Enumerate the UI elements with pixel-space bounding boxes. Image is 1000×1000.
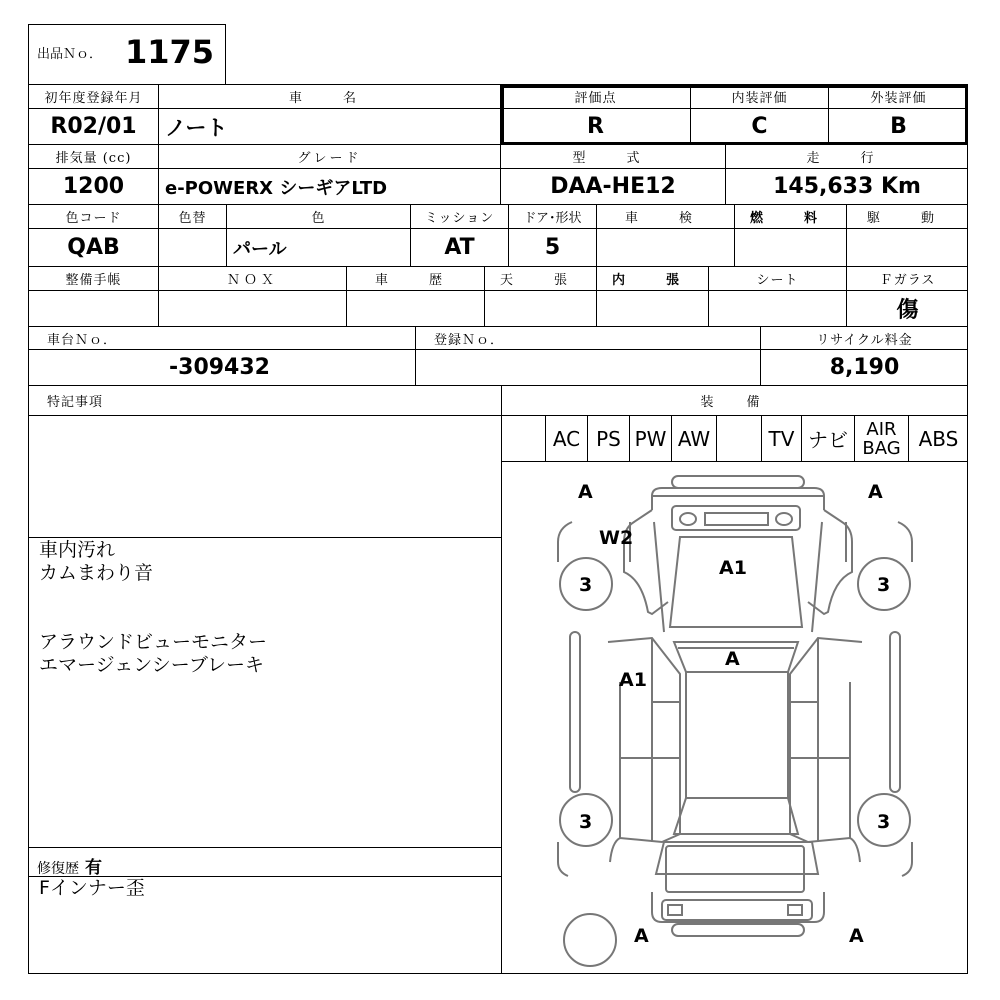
car-diagram xyxy=(502,462,968,974)
grade-value: e-POWERX シーギアLTD xyxy=(159,169,501,205)
score-value: R xyxy=(501,109,691,145)
repair-divider-top xyxy=(29,847,502,848)
lot-label: 出品Ｎｏ． xyxy=(37,47,103,62)
mark-tire-rl: 3 xyxy=(579,811,593,833)
nox-header: ＮＯＸ xyxy=(159,267,347,291)
service-book-header: 整備手帳 xyxy=(29,267,159,291)
recycle-header: リサイクル料金 xyxy=(761,327,968,350)
mission-value: AT xyxy=(411,229,509,267)
f-glass-value: 傷 xyxy=(847,291,968,327)
remark-line: 車内汚れ xyxy=(39,539,116,561)
equipment-tv: TV xyxy=(762,416,802,462)
car-name-header: 車 名 xyxy=(159,85,501,109)
equipment-abs: ABS xyxy=(909,416,968,462)
fuel-header: 燃 料 xyxy=(735,205,847,229)
color-change-header: 色替 xyxy=(159,205,227,229)
mark-rear-right: A xyxy=(849,925,864,947)
mission-header: ミッション xyxy=(411,205,509,229)
model-header: 型 式 xyxy=(501,145,726,169)
fuel-value xyxy=(735,229,847,267)
sunroof-header: 天 張 xyxy=(485,267,597,291)
mark-front-right: A xyxy=(868,481,883,503)
mark-rear-left: A xyxy=(634,925,649,947)
reg-no-header: 登録Ｎｏ． xyxy=(416,327,761,350)
equipment-blank-2 xyxy=(717,416,762,462)
color-code-header: 色コード xyxy=(29,205,159,229)
mark-roof-a: A xyxy=(725,648,740,670)
mark-tire-fr: 3 xyxy=(877,574,891,596)
equipment-airbag: AIR BAG xyxy=(855,416,909,462)
lot-number-box xyxy=(28,24,226,84)
score-header: 評価点 xyxy=(501,85,691,109)
mark-w2: W2 xyxy=(599,527,634,549)
reg-no-value xyxy=(416,350,761,386)
inspection-header: 車 検 xyxy=(597,205,735,229)
repair-text xyxy=(39,877,145,900)
service-book-value xyxy=(29,291,159,327)
model-value: DAA-HE12 xyxy=(501,169,726,205)
recycle-value: 8,190 xyxy=(761,350,968,386)
inspection-value xyxy=(597,229,735,267)
f-glass-header: Ｆガラス xyxy=(847,267,968,291)
remarks-text xyxy=(39,539,267,677)
remark-line xyxy=(39,585,267,608)
mark-a1-hood: A1 xyxy=(719,557,747,579)
displacement-value: 1200 xyxy=(29,169,159,205)
repair-line: Fインナー歪 xyxy=(39,877,145,899)
grade-header: グレード xyxy=(159,145,501,169)
lot-number: 1175 xyxy=(125,33,215,71)
color-header: 色 xyxy=(227,205,411,229)
remarks-header: 特記事項 xyxy=(29,386,502,416)
first-reg-value: R02/01 xyxy=(29,109,159,145)
mileage-value: 145,633 Km xyxy=(726,169,968,205)
color-change-value xyxy=(159,229,227,267)
interior-header: 内装評価 xyxy=(691,85,829,109)
drive-value xyxy=(847,229,968,267)
equipment-ac: AC xyxy=(546,416,588,462)
first-reg-header: 初年度登録年月 xyxy=(29,85,159,109)
history-value xyxy=(347,291,485,327)
seat-value xyxy=(709,291,847,327)
equipment-header: 装 備 xyxy=(502,386,968,416)
exterior-value: B xyxy=(829,109,968,145)
seat-header: シート xyxy=(709,267,847,291)
interior-value: C xyxy=(691,109,829,145)
repair-label: 修復歴 xyxy=(37,861,79,877)
mileage-header: 走 行 xyxy=(726,145,968,169)
displacement-header: 排気量 (cc) xyxy=(29,145,159,169)
mark-tire-rr: 3 xyxy=(877,811,891,833)
mark-tire-fl: 3 xyxy=(579,574,593,596)
repair-header xyxy=(37,853,102,878)
chassis-no-header: 車台Ｎｏ． xyxy=(29,327,416,350)
exterior-header: 外装評価 xyxy=(829,85,968,109)
remark-line: エマージェンシーブレーキ xyxy=(39,654,265,676)
repair-value: 有 xyxy=(85,858,102,878)
drive-header: 駆 動 xyxy=(847,205,968,229)
equipment-ps: PS xyxy=(588,416,630,462)
remark-line xyxy=(39,608,267,631)
color-code-value: QAB xyxy=(29,229,159,267)
history-header: 車 歴 xyxy=(347,267,485,291)
mark-a1-left: A1 xyxy=(619,669,647,691)
doors-value: 5 xyxy=(509,229,597,267)
nox-value xyxy=(159,291,347,327)
equipment-aw: AW xyxy=(672,416,717,462)
equipment-navi: ナビ xyxy=(802,416,855,462)
doors-header: ドア･形状 xyxy=(509,205,597,229)
remark-line: アラウンドビューモニター xyxy=(39,631,268,653)
equipment-pw: PW xyxy=(630,416,672,462)
sunroof-value xyxy=(485,291,597,327)
color-value: パール xyxy=(227,229,411,267)
auction-sheet xyxy=(28,84,968,974)
remarks-divider xyxy=(29,537,502,538)
interior-trim-header: 内 張 xyxy=(597,267,709,291)
remark-line: カムまわり音 xyxy=(39,562,154,584)
mark-front-left: A xyxy=(578,481,593,503)
interior-trim-value xyxy=(597,291,709,327)
equipment-blank-1 xyxy=(502,416,546,462)
chassis-no-value: -309432 xyxy=(29,350,416,386)
car-name-value: ノート xyxy=(159,109,501,145)
